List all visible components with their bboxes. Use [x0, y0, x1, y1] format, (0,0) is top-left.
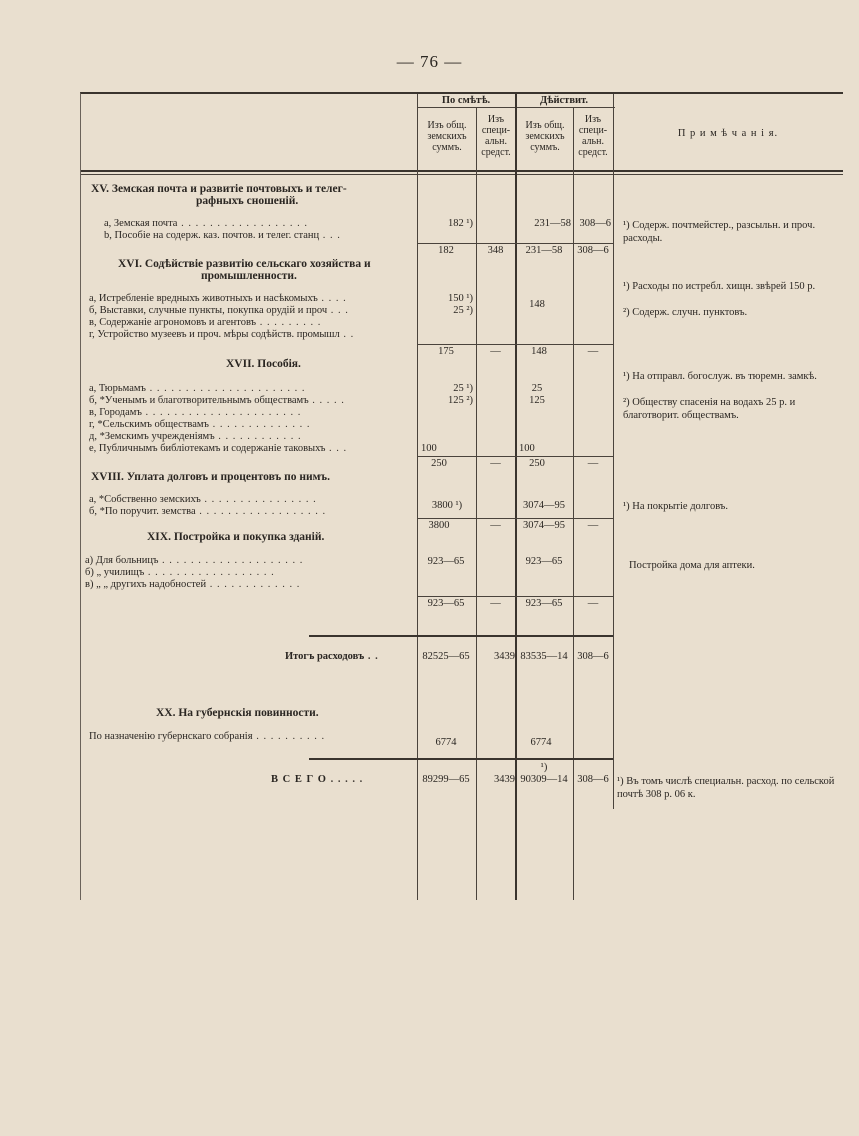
cell: 231—58: [534, 218, 571, 229]
row-xvii-c: в, Городамъ . . . . . . . . . . . . . . . . . . . . . .: [89, 407, 302, 418]
subtotal-cell: 175: [438, 346, 454, 357]
cell: 25: [531, 383, 543, 394]
page-number: — 76 —: [396, 52, 463, 71]
row-xix-b: б) „ училищъ . . . . . . . . . . . . . . . . . .: [85, 567, 275, 578]
row-xvii-f: е, Публичнымъ библіотекамъ и содержаніе таковыхъ . . .: [89, 443, 348, 454]
section-xv-title-cont: рафныхъ сношеній.: [196, 195, 299, 207]
section-xvi-title: XVI. Содѣйствіе развитію сельскаго хозяйства и: [118, 258, 371, 270]
subtotal-cell: 250: [529, 458, 545, 469]
subtotal-cell: 231—58: [525, 245, 563, 256]
row-xvi-d: г, Устройство музеевъ и проч. мѣры содѣйств. промышл . .: [89, 329, 355, 340]
cell: 6774: [435, 737, 457, 748]
rule: [81, 174, 843, 175]
section-xvi-title-cont: промышленности.: [201, 270, 297, 282]
cell: 3074—95: [523, 500, 565, 511]
subtotal-cell: 3074—95: [523, 520, 565, 531]
note-xvii-2: ²) Обществу спасенія на водахъ 25 р. и благотворит. обществамъ.: [623, 397, 796, 421]
cell: 150 ¹): [447, 293, 473, 304]
note-xvi-2: ²) Содерж. случн. пунктовъ.: [623, 307, 748, 318]
row-xx: По назначенію губернскаго собранія . . . . . . . . . .: [89, 731, 326, 742]
cell: 100: [519, 443, 535, 454]
row-xix-a: а) Для больницъ . . . . . . . . . . . . . . . . . . . .: [85, 555, 304, 566]
subtotal-rule: [417, 456, 613, 457]
subtotal-cell: 3800: [428, 520, 450, 531]
cell: 148: [529, 299, 545, 310]
note-grand-total: ¹) Въ томъ числѣ специальн. расход. по сельской почтѣ 308 р. 06 к.: [617, 776, 835, 800]
row-xvi-b: б, Выставки, случные пункты, покупка орудій и проч . . .: [89, 305, 349, 316]
row-xvii-e: д, *Земскимъ учрежденіямъ . . . . . . . . . . . .: [89, 431, 302, 442]
note-xvi-1: ¹) Расходы по истребл. хищн. звѣрей 150 р.: [623, 281, 816, 292]
note-xvii-1: ¹) На отправл. богослуж. въ тюремн. замкѣ.: [623, 371, 817, 382]
grand-total-cell: 90309—14: [520, 774, 568, 785]
subtotal-cell: —: [490, 598, 501, 609]
row-xv-a: a, Земская почта . . . . . . . . . . . . . . . . . .: [104, 218, 308, 229]
grand-total-cell: 308—6: [577, 774, 609, 785]
subtotal-cell: —: [587, 458, 599, 469]
subtotal-cell: —: [587, 346, 599, 357]
subtotal-cell: —: [587, 598, 599, 609]
row-xvii-a: а, Тюрьмамъ . . . . . . . . . . . . . . . . . . . . . .: [89, 383, 306, 394]
header-actual-special: Изъ специ- альн. средст.: [578, 114, 608, 158]
row-xviii-a: а, *Собственно земскихъ . . . . . . . . . . . . . . . .: [89, 494, 317, 505]
header-actual-general: Изъ общ. земскихъ суммъ.: [525, 120, 565, 153]
cell: 923—65: [427, 556, 465, 567]
header-notes: П р и м ѣ ч а н і я.: [677, 128, 779, 139]
row-xvii-d: г, *Сельскимъ обществамъ . . . . . . . . . . . . . .: [89, 419, 311, 430]
section-xix-title: XIX. Постройка и покупка зданій.: [147, 531, 325, 543]
header-bottom-rule: [81, 170, 843, 172]
header-by-estimate: По смѣтѣ.: [441, 95, 491, 106]
row-xvi-c: в, Содержаніе агрономовъ и агентовъ . . . . . . . . .: [89, 317, 322, 328]
subtotal-cell: 148: [531, 346, 547, 357]
grand-total-rule: [309, 758, 613, 760]
totals-cell: 82525—65: [422, 651, 470, 662]
cell: 25 ¹): [453, 383, 473, 394]
cell: 923—65: [525, 556, 563, 567]
table-frame: [80, 92, 843, 900]
cell: 100: [421, 443, 437, 454]
subtotal-rule: [417, 243, 613, 244]
totals-cell: 308—6: [577, 651, 609, 662]
section-xv-title: XV. Земская почта и развитіе почтовыхъ и телег-: [91, 183, 347, 195]
cell: 308—6: [579, 218, 611, 229]
section-xvii-title: XVII. Пособія.: [226, 358, 301, 370]
row-xvi-a: а, Истребленіе вредныхъ животныхъ и насѣкомыхъ . . . .: [89, 293, 347, 304]
section-xviii-title: XVIII. Уплата долговъ и процентовъ по нимъ.: [91, 471, 331, 483]
grand-total-footnote-mark: ¹): [540, 762, 548, 773]
cell: 3800 ¹): [431, 500, 463, 511]
subtotal-cell: 348: [487, 245, 504, 256]
section-xx-title: XX. На губернскія повинности.: [156, 707, 319, 719]
grand-total-label: В С Е Г О . . . . .: [271, 774, 364, 785]
subtotal-cell: —: [587, 520, 599, 531]
subtotal-rule: [417, 344, 613, 345]
cell: 182 ¹): [447, 218, 473, 229]
subtotal-cell: —: [490, 520, 501, 531]
subtotal-cell: 250: [431, 458, 447, 469]
subtotal-cell: 308—6: [577, 245, 609, 256]
subtotal-cell: 923—65: [427, 598, 465, 609]
row-xix-c: в) „ „ другихъ надобностей . . . . . . . . . . . . .: [85, 579, 301, 590]
note-xv: ¹) Содерж. почтмейстер., разсыльн. и проч. расходы.: [623, 220, 816, 244]
grand-total-cell: 3439: [494, 774, 515, 785]
cell: 25 ²): [453, 305, 473, 316]
subtotal-cell: —: [490, 458, 501, 469]
cell: 125: [529, 395, 545, 406]
header-estimate-special: Изъ специ- альн. средст.: [481, 114, 511, 158]
totals-cell: 83535—14: [520, 651, 568, 662]
subtotal-cell: 182: [438, 245, 454, 256]
row-xviii-b: б, *По поручит. земства . . . . . . . . . . . . . . . . . .: [89, 506, 327, 517]
row-xv-b: b, Пособіе на содерж. каз. почтов. и телег. станц . . .: [104, 230, 341, 241]
note-xix: Постройка дома для аптеки.: [629, 560, 755, 571]
subtotal-rule: [417, 518, 613, 519]
note-xviii: ¹) На покрытіе долговъ.: [623, 501, 728, 512]
totals-label: Итогъ расходовъ . .: [285, 651, 379, 662]
row-xvii-b: б, *Ученымъ и благотворительнымъ обществамъ . . . . .: [89, 395, 345, 406]
grand-total-cell: 89299—65: [422, 774, 470, 785]
header-estimate-general: Изъ общ. земскихъ суммъ.: [427, 120, 467, 153]
subtotal-rule: [417, 596, 613, 597]
totals-cell: 3439: [494, 651, 515, 662]
col-divider: [613, 94, 614, 809]
header-actual: Дѣйствит.: [539, 95, 589, 106]
subtotal-cell: 923—65: [525, 598, 563, 609]
cell: 125 ²): [447, 395, 473, 406]
cell: 6774: [530, 737, 552, 748]
subtotal-cell: —: [490, 346, 501, 357]
totals-rule: [309, 635, 613, 637]
